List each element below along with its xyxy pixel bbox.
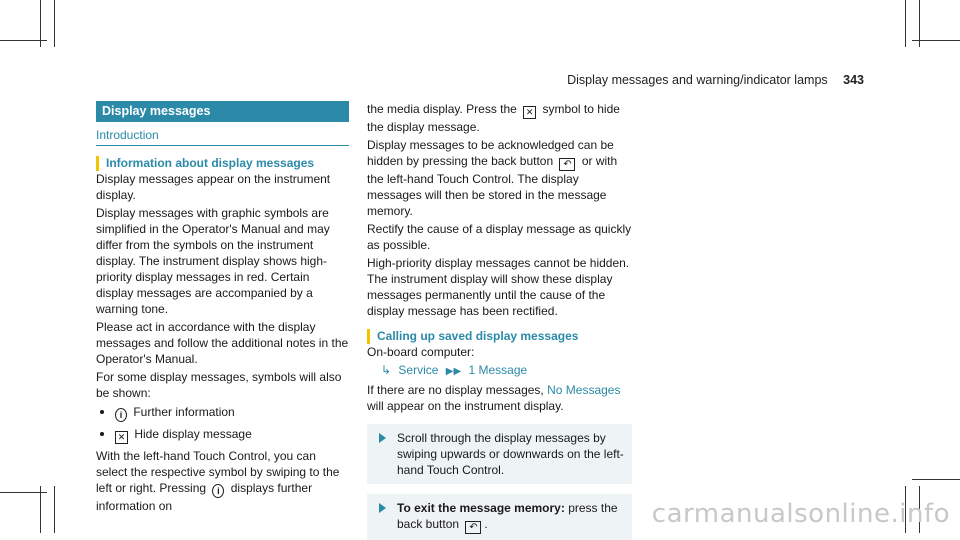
info-icon: i [212,484,224,498]
page-header [567,73,864,87]
paragraph-text: With the left-hand Touch Control, you can select the respective symbol by swiping to the left or right. Pressing [96,449,340,495]
back-icon: ↶ [559,158,575,171]
right-column [367,101,632,540]
paragraph [96,448,349,514]
crop-mark [54,486,55,533]
paragraph: Display messages with graphic symbols are simplified in the Operator's Manual and may differ from the symbols on the instrument display. The instrument display shows high-priority display messages in red. Certain display messages are accompanied by a warning tone. [96,206,330,316]
menu-arrow-icon: ↳ [381,363,392,377]
list-item [96,426,349,444]
close-icon: ✕ [115,431,128,444]
crop-mark [905,0,906,47]
paragraph-text: symbol to hide the display message. [367,102,620,134]
page-number: 343 [843,73,864,87]
info-heading: Information about display messages [96,156,349,171]
subsection-title: Introduction [96,127,349,146]
crop-mark [0,40,47,41]
list-item [96,404,349,422]
menu-path [381,362,632,380]
step-label: To exit the message memory: [397,501,565,515]
list-item-label: Further information [133,405,235,419]
crop-mark [0,492,47,493]
paragraph: On-board computer: [367,345,475,359]
page-header-title: Display messages and warning/indicator lamps [567,73,828,87]
paragraph-text: the media display. Press the [367,102,517,116]
crop-mark [912,479,960,480]
watermark: carmanualsonline.info [651,499,950,529]
paragraph: Rectify the cause of a display message as quickly as possible. [367,222,632,252]
paragraph [367,137,632,219]
crop-mark [40,486,41,533]
paragraph-text: displays further information on [96,481,313,513]
paragraph: High-priority display messages cannot be hidden. The instrument display will show these display messages permanently until the cause of the display message has been rectified. [367,256,630,318]
step-arrow-icon [379,503,386,513]
paragraph [367,382,632,414]
step-text: . [484,517,488,531]
step-text: Scroll through the display messages by swiping upwards or downwards on the left-hand Touch Control. [397,431,624,477]
paragraph [367,101,632,135]
paragraph-text: or with the left-hand Touch Control. The display messages will then be stored in the message memory. [367,154,618,218]
paragraph: Please act in accordance with the display messages and follow the additional notes in the Operator's Manual. [96,320,349,366]
back-icon: ↶ [465,521,481,534]
list-item-label: Hide display message [134,427,252,441]
symbol-list [96,404,349,444]
instruction-step [367,424,632,484]
chevron-double-icon: ▶▶ [445,366,462,377]
close-icon: ✕ [523,106,536,119]
instruction-step [367,494,632,540]
no-messages-label: No Messages [547,383,621,397]
paragraph-text: If there are no display messages, [367,383,544,397]
info-icon: i [115,408,127,422]
paragraph-text: will appear on the instrument display. [367,399,564,413]
menu-path-service: Service [398,363,439,377]
saved-messages-heading: Calling up saved display messages [367,329,632,344]
menu-path-message: 1 Message [468,363,528,377]
step-arrow-icon [379,433,386,443]
crop-mark [54,0,55,47]
crop-mark [912,40,960,41]
paragraph: For some display messages, symbols will also be shown: [96,370,342,400]
left-column [96,101,349,516]
paragraph-text: Display messages to be acknowledged can be hidden by pressing the back button [367,138,614,168]
section-title: Display messages [96,101,349,122]
step-text: press the back button [397,501,618,531]
paragraph: Display messages appear on the instrument display. [96,172,331,202]
